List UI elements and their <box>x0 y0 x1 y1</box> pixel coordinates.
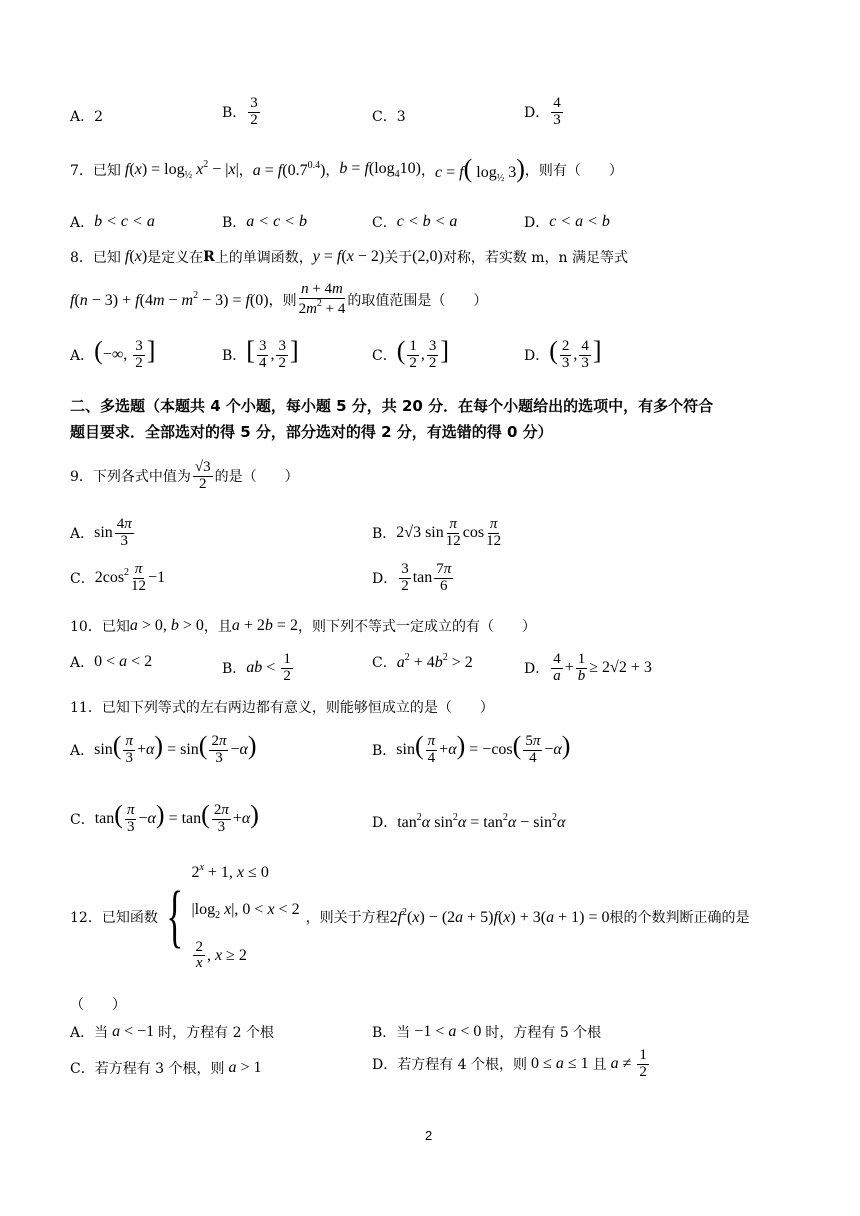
q7-option-d: D． c < a < b <box>524 213 610 231</box>
q6-option-a: A．2 <box>70 109 104 125</box>
q11-option-c: C． tan( $\frac{\pi}{3}$ −α) = tan( $\frac{2\pi}{3}$ +α) <box>70 800 259 835</box>
q10-option-c: C． $a^2 + 4b^2 > 2$ <box>372 652 473 671</box>
page-number: 2 <box>425 1128 433 1143</box>
q6-option-b: B． $\frac{3}{2}$ <box>222 95 258 128</box>
q8-option-b: B． [ $\frac{3}{4}$ , $\frac{3}{2}$ ] <box>222 336 299 371</box>
q10-stem: 10．已知 a > 0, b > 0 ，且 a + 2b = 2 ，则下列不等式一定成立的有（ ） <box>70 617 536 635</box>
piecewise-function: $2^x + 1$, x ≤ 0 $|\log_2$ x|, 0 < x < 2 $\frac{2}{x}$ , x ≥ 2 <box>191 862 300 972</box>
q11-option-a: A． sin( $\frac{\pi}{3}$ +α) = sin( $\frac{2\pi}{3}$ −α) <box>70 731 257 766</box>
q8-option-d: D． ( $\frac{2}{3}$ , $\frac{4}{3}$ ] <box>524 336 602 371</box>
q12-option-c: C．若方程有 3 个根，则 a > 1 <box>70 1059 262 1077</box>
q10-option-a: A． 0 < a < 2 <box>70 653 153 671</box>
q7-option-c: C． c < b < a <box>372 213 458 231</box>
q11-option-b: B． sin( $\frac{\pi}{4}$ +α) = −cos( $\frac{5\pi}{4}$ −α) <box>372 731 571 766</box>
q10-option-d: D． $\frac{4}{a}$ + $\frac{1}{b}$ ≥ 2√2 + 3 <box>524 651 652 684</box>
q9-stem: 9．下列各式中值为 $\frac{√3}{2}$ 的是（ ） <box>70 459 299 492</box>
q8-stem-line2: $f(n - 3) + f(4m - m^2 - 3) = f(0)$ ，则 $\frac{n + 4m}{2m^2 + 4}$ 的取值范围是（ ） <box>70 281 488 317</box>
q8-option-a: A． (−∞, $\frac{3}{2}$ ] <box>70 336 156 371</box>
q6-option-c: C．3 <box>372 109 406 125</box>
q8-stem-line1: 8．已知 f(x) 是定义在 R 上的单调函数， y = f(x − 2) 关于 (2,0) 对称，若实数 m，n 满足等式 <box>70 248 629 266</box>
q7-option-b: B． a < c < b <box>222 213 307 231</box>
q12-stem: 12．已知函数 { $2^x + 1$, x ≤ 0 $|\log_2$ x|, 0 < x < 2 $\frac{2}{x}$ , x ≥ 2 ，则关于方程 $2f^2(x) - (2a + 5)f(x) + 3(a + 1) = 0$ 根的个数判断正确的是 <box>70 862 750 972</box>
q12-option-d: D．若方程有 4 个根，则 0 ≤ a ≤ 1 且 a ≠ $\frac{1}{2}$ <box>372 1047 647 1080</box>
q9-option-d: D． $\frac{3}{2}$ tan $\frac{7\pi}{6}$ <box>372 561 452 594</box>
q8-option-c: C． ( $\frac{1}{2}$ , $\frac{3}{2}$ ] <box>372 336 450 371</box>
section-heading: 二、多选题（本题共 4 个小题，每小题 5 分，共 20 分．在每个小题给出的选项中，有多个符合 题目要求．全部选对的得 5 分，部分选对的得 2 分，有选错的得 0 分） <box>70 397 714 441</box>
q10-option-b: B． ab < $\frac{1}{2}$ <box>222 651 291 684</box>
q12-answer-paren: （ ） <box>70 997 126 1013</box>
q12-option-a: A．当 a < −1 时，方程有 2 个根 <box>70 1023 274 1041</box>
q12-option-b: B．当 −1 < a < 0 时，方程有 5 个根 <box>372 1023 602 1041</box>
q6-option-d: D． $\frac{4}{3}$ <box>524 95 561 128</box>
q11-stem: 11．已知下列等式的左右两边都有意义，则能够恒成立的是（ ） <box>70 700 494 716</box>
q9-option-c: C． $2\cos^2$ $\frac{\pi}{12}$ −1 <box>70 561 166 594</box>
q7-option-a: A． b < c < a <box>70 213 155 231</box>
q7-stem: 7．已知 $f(x) = \log_{\frac{1}{2}} x^2 - |x|$ ， $a = f(0.7^{0.4})$ ， $b = f(\log_410)$ ， c = f( $\log_{\frac{1}{2}} 3$) ，则有（ ） <box>70 154 623 184</box>
q11-option-d: D． $\tan^2\alpha$ $\sin^2\alpha = \tan^2\alpha - \sin^2\alpha$ <box>372 812 566 831</box>
q9-option-a: A． sin $\frac{4\pi}{3}$ <box>70 516 132 549</box>
q9-option-b: B． 2√3 sin $\frac{\pi}{12}$ cos $\frac{\pi}{12}$ <box>372 516 502 549</box>
